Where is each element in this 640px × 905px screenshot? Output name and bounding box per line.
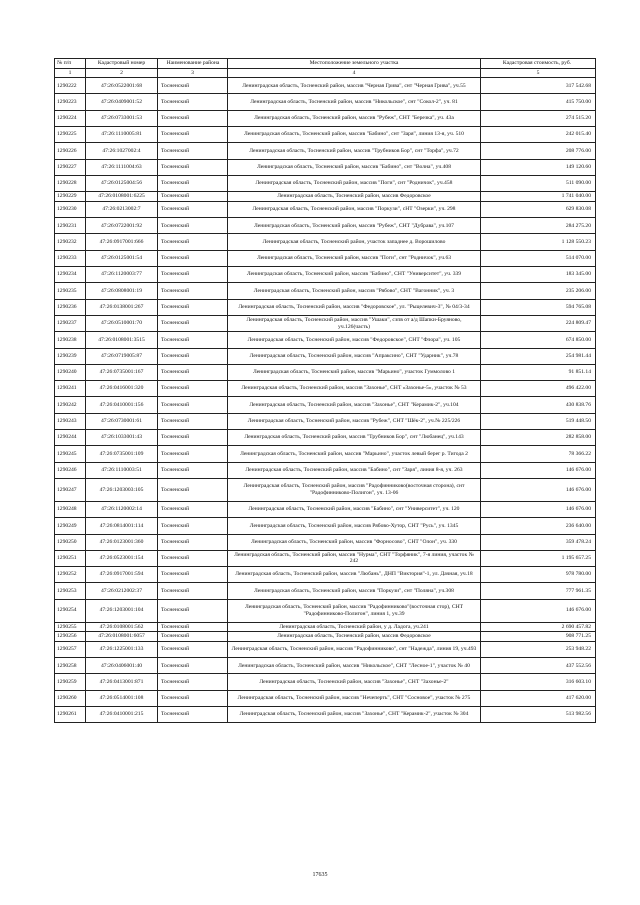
row-district: Тосненский <box>158 462 228 478</box>
row-district: Тосненский <box>158 518 228 534</box>
row-cadastral-number: 47:26:1110003:51 <box>86 462 158 478</box>
row-location: Ленинградская область, Тосненский район, массив "Рубеж", СНТ "Дубрава", уч.107 <box>228 218 481 234</box>
row-district: Тосненский <box>158 632 228 642</box>
row-cadastral-number: 47:26:0522001:68 <box>86 78 158 94</box>
table-row <box>55 397 596 413</box>
row-cadastral-value: 359 478.24 <box>481 534 596 550</box>
row-cadastral-value: 1 128 550.23 <box>481 234 596 250</box>
page-number: 17635 <box>312 872 328 878</box>
row-cadastral-number: 47:26:0410001:215 <box>86 707 158 723</box>
table-row <box>55 478 596 501</box>
row-district: Тосненский <box>158 283 228 299</box>
row-cadastral-number: 47:26:0808001:19 <box>86 283 158 299</box>
row-cadastral-number: 47:26:0410001:156 <box>86 397 158 413</box>
row-id: 1290251 <box>55 550 86 566</box>
row-location: Ленинградская область, Тосненский район, массив "Марьино", участок Гуммолово 1 <box>228 364 481 380</box>
row-cadastral-value: 2 690 457.82 <box>481 622 596 632</box>
row-district: Тосненский <box>158 430 228 446</box>
table-row <box>55 534 596 550</box>
row-cadastral-number: 47:26:0917001:594 <box>86 567 158 583</box>
row-location: Ленинградская область, Тосненский район, массив "Радофинниково"(восточная стор), СНТ "Радофинниково-Полигон", линия 1, уч.39 <box>228 599 481 622</box>
row-location: Ленинградская область, Тосненский район, массив "Захонье", СНТ «Захонье-5», участок № 53 <box>228 381 481 397</box>
header-district: Наименование района <box>158 59 228 69</box>
row-cadastral-number: 47:26:0138001:267 <box>86 299 158 315</box>
row-cadastral-value: 282 858.00 <box>481 430 596 446</box>
table-row <box>55 175 596 191</box>
row-location: Ленинградская область, Тосненский район, массив "Захонье", СНТ "Керамик-2", участок № 304 <box>228 707 481 723</box>
row-cadastral-number: 47:26:1027002:4 <box>86 143 158 159</box>
row-id: 1290242 <box>55 397 86 413</box>
row-id: 1290258 <box>55 658 86 674</box>
row-cadastral-value: 513 982.56 <box>481 707 596 723</box>
column-number: 5 <box>481 68 596 78</box>
row-location: Ленинградская область, Тосненский район, массив "Черная Грива", снт "Черная Грива", уч.55 <box>228 78 481 94</box>
row-district: Тосненский <box>158 446 228 462</box>
table-row <box>55 332 596 348</box>
row-district: Тосненский <box>158 364 228 380</box>
row-id: 1290243 <box>55 413 86 429</box>
table-row <box>55 143 596 159</box>
table-row <box>55 94 596 110</box>
row-cadastral-value: 674 850.00 <box>481 332 596 348</box>
table-row <box>55 622 596 632</box>
row-location: Ленинградская область, Тосненский район, массив "Бабино", снт "Заря", линия 13-я, уч. 510 <box>228 127 481 143</box>
row-district: Тосненский <box>158 250 228 266</box>
row-location: Ленинградская область, Тосненский район, массив "Радофинниково(восточная сторона), снт "Радофинниково-Полигон", уч. 13-06 <box>228 478 481 501</box>
table-row <box>55 315 596 331</box>
table-row <box>55 462 596 478</box>
row-id: 1290241 <box>55 381 86 397</box>
row-cadastral-number: 47:26:1203003:105 <box>86 478 158 501</box>
row-location: Ленинградская область, Тосненский район, участок западнее д. Ворошилово <box>228 234 481 250</box>
row-cadastral-number: 47:26:0416001:320 <box>86 381 158 397</box>
row-location: Ленинградская область, Тосненский район, массив "Нурма", СНТ "Торфяник", 7-я линия, участок № 242 <box>228 550 481 566</box>
row-cadastral-value: 146 676.00 <box>481 501 596 517</box>
row-id: 1290238 <box>55 332 86 348</box>
row-location: Ленинградская область, Тосненский район, массив Рябово-Хутор, СНТ "Русь", уч. 1345 <box>228 518 481 534</box>
row-district: Тосненский <box>158 550 228 566</box>
row-location: Ленинградская область, Тосненский район, массив "Захонье", СНТ "Захонье-2" <box>228 674 481 690</box>
row-cadastral-value: 511 090.00 <box>481 175 596 191</box>
row-id: 1290224 <box>55 110 86 126</box>
table-row <box>55 707 596 723</box>
row-id: 1290223 <box>55 94 86 110</box>
table-row <box>55 501 596 517</box>
row-cadastral-number: 47:26:0510001:70 <box>86 315 158 331</box>
row-location: Ленинградская область, Тосненский район, массив "Нечеперть", СНТ "Сосновое", участок № 275 <box>228 690 481 706</box>
row-cadastral-value: 978 780.00 <box>481 567 596 583</box>
row-location: Ленинградская область, Тосненский район, массив "Рубеж", СНТ "Березка", уч. 43а <box>228 110 481 126</box>
row-cadastral-number: 47:26:0917001:666 <box>86 234 158 250</box>
row-cadastral-value: 908 771.25 <box>481 632 596 642</box>
row-cadastral-value: 254 981.44 <box>481 348 596 364</box>
row-district: Тосненский <box>158 159 228 175</box>
row-cadastral-number: 47:26:1110005:81 <box>86 127 158 143</box>
row-id: 1290255 <box>55 622 86 632</box>
table-row <box>55 234 596 250</box>
row-cadastral-value: 437 552.56 <box>481 658 596 674</box>
table-row <box>55 110 596 126</box>
row-district: Тосненский <box>158 78 228 94</box>
row-cadastral-value: 519 448.50 <box>481 413 596 429</box>
row-id: 1290257 <box>55 641 86 657</box>
row-cadastral-value: 1 195 657.25 <box>481 550 596 566</box>
table-row <box>55 413 596 429</box>
row-cadastral-number: 47:26:0125001:54 <box>86 250 158 266</box>
table-row <box>55 381 596 397</box>
row-cadastral-number: 47:26:0108001:562 <box>86 622 158 632</box>
row-cadastral-number: 47:26:1120003:77 <box>86 267 158 283</box>
row-cadastral-value: 208 776.00 <box>481 143 596 159</box>
row-location: Ленинградская область, Тосненский район, массив "Поги", снт "Родничок", уч.458 <box>228 175 481 191</box>
row-district: Тосненский <box>158 299 228 315</box>
column-number: 3 <box>158 68 228 78</box>
row-district: Тосненский <box>158 583 228 599</box>
table-row <box>55 250 596 266</box>
row-location: Ленинградская область, Тосненский район, массив "Форносово", СНТ "Олон", уч. 330 <box>228 534 481 550</box>
row-location: Ленинградская область, Тосненский район, массив "Никольское", СНТ "Лесное-1", участок № 40 <box>228 658 481 674</box>
table-row <box>55 348 596 364</box>
row-id: 1290232 <box>55 234 86 250</box>
table-row <box>55 550 596 566</box>
table-row <box>55 364 596 380</box>
row-location: Ленинградская область, Тосненский район, массив "Рубеж", СНТ "Шёк-2", уч.№ 225/226 <box>228 413 481 429</box>
column-number: 1 <box>55 68 86 78</box>
row-id: 1290236 <box>55 299 86 315</box>
row-id: 1290244 <box>55 430 86 446</box>
row-cadastral-value: 417 620.00 <box>481 690 596 706</box>
row-cadastral-value: 224 809.47 <box>481 315 596 331</box>
row-id: 1290226 <box>55 143 86 159</box>
row-location: Ленинградская область, Тосненский район, массив "Федоровское", СНТ "Флора", уч. 105 <box>228 332 481 348</box>
row-cadastral-value: 317 542.68 <box>481 78 596 94</box>
row-cadastral-value: 253 948.22 <box>481 641 596 657</box>
row-id: 1290254 <box>55 599 86 622</box>
row-cadastral-number: 47:26:0730001:61 <box>86 413 158 429</box>
row-id: 1290233 <box>55 250 86 266</box>
row-cadastral-number: 47:26:0406001:40 <box>86 658 158 674</box>
row-cadastral-number: 47:26:0409001:52 <box>86 94 158 110</box>
row-cadastral-number: 47:26:1111004:63 <box>86 159 158 175</box>
row-location: Ленинградская область, Тосненский район, массив "Бабино", снт "Волна", уч.408 <box>228 159 481 175</box>
row-district: Тосненский <box>158 478 228 501</box>
row-district: Тосненский <box>158 690 228 706</box>
row-cadastral-value: 146 676.00 <box>481 599 596 622</box>
row-id: 1290253 <box>55 583 86 599</box>
table-row <box>55 430 596 446</box>
row-location: Ленинградская область, Тосненский район, массив "Апраксино", СНТ "Ударник", уч.78 <box>228 348 481 364</box>
row-id: 1290237 <box>55 315 86 331</box>
row-district: Тосненский <box>158 94 228 110</box>
row-cadastral-value: 236 640.00 <box>481 518 596 534</box>
table-row <box>55 567 596 583</box>
row-cadastral-number: 47:26:1120002:14 <box>86 501 158 517</box>
header-id: № п/п <box>55 59 86 69</box>
row-id: 1290248 <box>55 501 86 517</box>
row-location: Ленинградская область, Тосненский район, массив "Федоровское", ул. "Рыцелевич-3", № 04/3-34 <box>228 299 481 315</box>
row-location: Ленинградская область, Тосненский район, массив "Рябово", СНТ "Вагонник", уч. 3 <box>228 283 481 299</box>
table-row <box>55 674 596 690</box>
row-cadastral-value: 78 366.22 <box>481 446 596 462</box>
row-location: Ленинградская область, Тосненский район, массив Федоровское <box>228 192 481 202</box>
row-district: Тосненский <box>158 641 228 657</box>
row-district: Тосненский <box>158 622 228 632</box>
row-cadastral-number: 47:26:0735001:167 <box>86 364 158 380</box>
row-cadastral-value: 149 120.60 <box>481 159 596 175</box>
row-district: Тосненский <box>158 413 228 429</box>
row-location: Ленинградская область, Тосненский район, массив "Никольское", снт "Сокол-2", уч. 81 <box>228 94 481 110</box>
row-cadastral-value: 514 070.00 <box>481 250 596 266</box>
header-location: Местоположение земельного участка <box>228 59 481 69</box>
row-district: Тосненский <box>158 674 228 690</box>
cadastral-table <box>54 58 596 723</box>
table-row <box>55 632 596 642</box>
row-cadastral-number: 47:26:0735001:109 <box>86 446 158 462</box>
row-cadastral-value: 594 765.08 <box>481 299 596 315</box>
row-cadastral-value: 242 015.40 <box>481 127 596 143</box>
column-number-row <box>55 68 596 78</box>
row-cadastral-value: 146 676.00 <box>481 478 596 501</box>
row-cadastral-number: 47:26:0514001:108 <box>86 690 158 706</box>
row-cadastral-number: 47:26:0123001:360 <box>86 534 158 550</box>
row-id: 1290249 <box>55 518 86 534</box>
row-id: 1290245 <box>55 446 86 462</box>
row-district: Тосненский <box>158 315 228 331</box>
row-district: Тосненский <box>158 501 228 517</box>
cadastral-value-sheet <box>54 58 591 723</box>
row-id: 1290239 <box>55 348 86 364</box>
table-row <box>55 446 596 462</box>
row-district: Тосненский <box>158 534 228 550</box>
row-cadastral-number: 47:26:0523001:154 <box>86 550 158 566</box>
row-district: Тосненский <box>158 381 228 397</box>
table-row <box>55 299 596 315</box>
row-cadastral-value: 284 275.20 <box>481 218 596 234</box>
header-value: Кадастровая стоимость, руб. <box>481 59 596 69</box>
row-cadastral-number: 47:26:0733001:53 <box>86 110 158 126</box>
row-cadastral-number: 47:26:0722001:92 <box>86 218 158 234</box>
row-cadastral-value: 146 676.00 <box>481 462 596 478</box>
row-id: 1290260 <box>55 690 86 706</box>
row-district: Тосненский <box>158 175 228 191</box>
row-id: 1290227 <box>55 159 86 175</box>
row-cadastral-value: 777 961.35 <box>481 583 596 599</box>
row-location: Ленинградская область, Тосненский район, массив "Ушаки", сзпв от а/д Шапки-Бруяново, уч.126(часть) <box>228 315 481 331</box>
header-cadastral-number: Кадастровый номер <box>86 59 158 69</box>
row-id: 1290250 <box>55 534 86 550</box>
row-cadastral-value: 316 603.10 <box>481 674 596 690</box>
column-number: 2 <box>86 68 158 78</box>
row-district: Тосненский <box>158 218 228 234</box>
table-body <box>55 78 596 723</box>
row-district: Тосненский <box>158 110 228 126</box>
row-id: 1290234 <box>55 267 86 283</box>
row-district: Тосненский <box>158 143 228 159</box>
table-row <box>55 583 596 599</box>
row-location: Ленинградская область, Тосненский район, массив "Поркузи", сНТ "Озерки", уч. 298 <box>228 201 481 217</box>
row-cadastral-number: 47:26:1225001:133 <box>86 641 158 657</box>
row-cadastral-value: 91 851.14 <box>481 364 596 380</box>
row-location: Ленинградская область, Тосненский район, массив "Трубников Бор", снт "Торфа", уч.72 <box>228 143 481 159</box>
row-cadastral-number: 47:26:0108001:6225 <box>86 192 158 202</box>
row-district: Тосненский <box>158 234 228 250</box>
row-district: Тосненский <box>158 267 228 283</box>
row-id: 1290252 <box>55 567 86 583</box>
table-row <box>55 192 596 202</box>
row-id: 1290259 <box>55 674 86 690</box>
row-cadastral-number: 47:26:0212002:37 <box>86 583 158 599</box>
row-cadastral-value: 415 750.00 <box>481 94 596 110</box>
row-location: Ленинградская область, Тосненский район, массив "Любань", ДНП "Виктория"-1, ул. Дачная, уч.18 <box>228 567 481 583</box>
row-id: 1290229 <box>55 192 86 202</box>
row-location: Ленинградская область, Тосненский район, массив "Радофинниково", снт "Надежда", линия 19, уч.493 <box>228 641 481 657</box>
row-district: Тосненский <box>158 707 228 723</box>
table-row <box>55 283 596 299</box>
row-location: Ленинградская область, Тосненский район, массив "Захонье", СНТ "Керамик-2", уч.104 <box>228 397 481 413</box>
row-cadastral-value: 183 345.00 <box>481 267 596 283</box>
row-district: Тосненский <box>158 599 228 622</box>
row-location: Ленинградская область, Тосненский район, массив "Бабино", СНТ "Университет", уч. 339 <box>228 267 481 283</box>
row-location: Ленинградская область, Тосненский район, у д. Ладога, уч.241 <box>228 622 481 632</box>
table-row <box>55 690 596 706</box>
row-cadastral-value: 1 741 040.00 <box>481 192 596 202</box>
row-cadastral-number: 47:26:0814001:114 <box>86 518 158 534</box>
table-row <box>55 599 596 622</box>
row-cadastral-value: 235 206.00 <box>481 283 596 299</box>
row-cadastral-value: 496 422.00 <box>481 381 596 397</box>
row-cadastral-number: 47:26:0108001:3515 <box>86 332 158 348</box>
column-number: 4 <box>228 68 481 78</box>
row-district: Тосненский <box>158 192 228 202</box>
row-cadastral-number: 47:26:0125004:56 <box>86 175 158 191</box>
row-location: Ленинградская область, Тосненский район, массив "Поркузи", снт "Поляна", уч.308 <box>228 583 481 599</box>
row-cadastral-number: 47:26:0719005:87 <box>86 348 158 364</box>
row-district: Тосненский <box>158 658 228 674</box>
row-cadastral-number: 47:26:0413001:871 <box>86 674 158 690</box>
row-district: Тосненский <box>158 397 228 413</box>
row-location: Ленинградская область, Тосненский район, массив "Бабино", снт "Университет", уч. 120 <box>228 501 481 517</box>
row-cadastral-number: 47:26:0213002:7 <box>86 201 158 217</box>
row-cadastral-value: 430 838.76 <box>481 397 596 413</box>
row-id: 1290256 <box>55 632 86 642</box>
row-id: 1290261 <box>55 707 86 723</box>
row-cadastral-number: 47:26:1033001:43 <box>86 430 158 446</box>
table-header-row <box>55 59 596 69</box>
row-id: 1290231 <box>55 218 86 234</box>
table-row <box>55 218 596 234</box>
row-cadastral-number: 47:26:0108001:6057 <box>86 632 158 642</box>
row-id: 1290230 <box>55 201 86 217</box>
row-district: Тосненский <box>158 567 228 583</box>
table-row <box>55 127 596 143</box>
row-district: Тосненский <box>158 348 228 364</box>
row-location: Ленинградская область, Тосненский район, массив "Марьино", участок левый берег р. Тигода 2 <box>228 446 481 462</box>
row-cadastral-number: 47:26:1203001:104 <box>86 599 158 622</box>
table-row <box>55 78 596 94</box>
table-row <box>55 518 596 534</box>
row-location: Ленинградская область, Тосненский район, массив "Поги", снт "Родничок", уч.63 <box>228 250 481 266</box>
row-id: 1290225 <box>55 127 86 143</box>
row-district: Тосненский <box>158 332 228 348</box>
row-id: 1290222 <box>55 78 86 94</box>
row-id: 1290228 <box>55 175 86 191</box>
row-district: Тосненский <box>158 127 228 143</box>
row-location: Ленинградская область, Тосненский район, массив Федоровское <box>228 632 481 642</box>
row-location: Ленинградская область, Тосненский район, массив "Трубников Бор", снт "Любанец", уч.143 <box>228 430 481 446</box>
row-district: Тосненский <box>158 201 228 217</box>
row-location: Ленинградская область, Тосненский район, массив "Бабино", снт "Заря", линия 8-я, уч. 263 <box>228 462 481 478</box>
table-row <box>55 641 596 657</box>
row-id: 1290235 <box>55 283 86 299</box>
table-row <box>55 159 596 175</box>
table-row <box>55 658 596 674</box>
row-id: 1290246 <box>55 462 86 478</box>
row-cadastral-value: 629 830.08 <box>481 201 596 217</box>
row-cadastral-value: 274 515.20 <box>481 110 596 126</box>
table-row <box>55 267 596 283</box>
row-id: 1290240 <box>55 364 86 380</box>
row-id: 1290247 <box>55 478 86 501</box>
table-row <box>55 201 596 217</box>
